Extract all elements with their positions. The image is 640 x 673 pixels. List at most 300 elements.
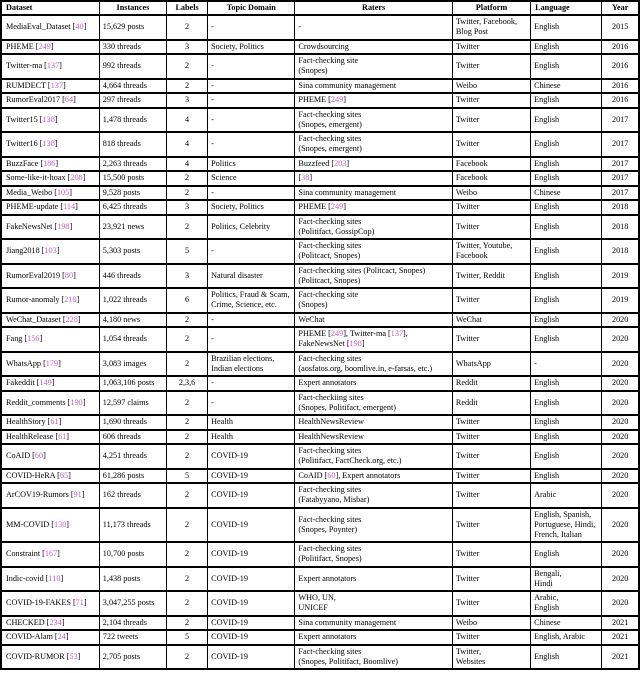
cell-dataset: Fang [156] [1,327,99,352]
cell-raters: HealthNewsReview [295,430,452,445]
cell-instances: 330 threads [99,40,166,55]
cell-raters: WHO, UN, UNICEF [295,591,452,616]
cell-year: 2021 [602,630,639,645]
cell-instances: 4,180 news [99,313,166,328]
cell-raters: HealthNewsReview [295,415,452,430]
cell-topic: COVID-19 [208,444,295,469]
citation-link[interactable]: 137 [46,61,60,70]
cell-platform: Twitter, Reddit [452,264,530,289]
cell-labels: 2,3,6 [167,376,208,391]
citation-link[interactable]: 105 [56,187,70,197]
cell-dataset: COVID-HeRA [65] [1,469,99,484]
citation-link[interactable]: 53 [69,651,78,661]
cell-topic: COVID-19 [208,508,295,543]
cell-language: English [531,132,602,157]
citation-link[interactable]: 65 [59,470,69,480]
citation-link[interactable]: 228 [65,314,78,324]
cell-dataset: PHEME-update [114] [1,200,99,215]
column-header-instances: Instances [99,1,166,15]
cell-year: 2016 [602,54,639,79]
cell-raters: PHEME [249] [295,200,452,215]
table-row [1,567,639,592]
citation-link[interactable]: 156 [27,334,40,343]
citation-link[interactable]: 198 [57,221,70,231]
cell-platform: Weibo [452,79,530,94]
cell-instances: 11,173 threads [99,508,166,543]
cell-dataset: Reddit_comments [190] [1,391,99,416]
cell-platform: Twitter [452,415,530,430]
cell-year: 2015 [602,15,639,40]
table-row [1,215,639,240]
cell-raters: PHEME [249] [295,93,452,108]
cell-labels: 2 [167,327,208,352]
cell-year: 2017 [602,157,639,172]
cell-raters: Fact-checking sites (Politcact, Snopes) (Politcact, Snopes) [295,264,452,289]
cell-language: English [531,108,602,133]
citation-link[interactable]: 110 [48,573,61,583]
cell-instances: 2,705 posts [99,645,166,670]
cell-raters: Fact-checking sites (Snopes, emergent) [295,108,452,133]
cell-topic: Health [208,415,295,430]
cell-year: 2018 [602,239,639,264]
table-row [1,200,639,215]
cell-platform: Weibo [452,186,530,201]
cell-platform: Twitter [452,591,530,616]
cell-platform: Twitter [452,444,530,469]
cell-instances: 1,690 threads [99,415,166,430]
cell-language: English [531,54,602,79]
cell-year: 2020 [602,415,639,430]
cell-platform: Twitter [452,54,530,79]
cell-topic: Natural disaster [208,264,295,289]
cell-topic: Politics, Fraud & Scam, Crime, Science, etc. [208,288,295,313]
cell-dataset: COVID-19-FAKES [71] [1,591,99,616]
cell-platform: Twitter [452,40,530,55]
cell-dataset: CHECKED [234] [1,616,99,631]
cell-language: English [531,327,602,352]
cell-language: Chinese [531,79,602,94]
table-row [1,93,639,108]
cell-labels: 2 [167,79,208,94]
cell-language: English [531,542,602,567]
cell-year: 2016 [602,79,639,94]
citation-link[interactable]: 198 [349,339,362,348]
cell-topic: - [208,93,295,108]
cell-dataset: MediaEval_Dataset [40] [1,15,99,40]
table-body [1,15,639,669]
cell-labels: 2 [167,444,208,469]
cell-platform: Weibo [452,616,530,631]
cell-platform: Twitter [452,327,530,352]
table-row [1,469,639,484]
table-row [1,327,639,352]
cell-language: English [531,645,602,670]
table-row [1,264,639,289]
column-header-language: Language [531,1,602,15]
cell-dataset: Twitter-ma [137] [1,54,99,79]
cell-language: English [531,215,602,240]
cell-dataset: ArCOV19-Rumors [91] [1,483,99,508]
citation-link[interactable]: 167 [44,549,58,558]
citation-link[interactable]: 179 [45,358,59,368]
citation-link[interactable]: 249 [330,329,344,338]
cell-topic: - [208,239,295,264]
cell-language: - [531,352,602,377]
table-row [1,630,639,645]
cell-topic: COVID-19 [208,542,295,567]
cell-raters: Fact-checking sites (Snopes, emergent) [295,132,452,157]
cell-language: English [531,313,602,328]
cell-year: 2017 [602,132,639,157]
cell-language: English [531,444,602,469]
cell-labels: 3 [167,200,208,215]
citation-link[interactable]: 234 [49,617,62,627]
cell-year: 2020 [602,444,639,469]
cell-labels: 4 [167,108,208,133]
cell-language: Bengali, Hindi [531,567,602,592]
table-row [1,108,639,133]
cell-topic: - [208,79,295,94]
cell-instances: 4,251 threads [99,444,166,469]
cell-labels: 4 [167,132,208,157]
table-row [1,239,639,264]
cell-raters: Sina community management [295,616,452,631]
cell-dataset: HealthRelease [61] [1,430,99,445]
cell-year: 2017 [602,171,639,186]
cell-year: 2021 [602,645,639,670]
cell-year: 2019 [602,288,639,313]
cell-instances: 818 threads [99,132,166,157]
cell-dataset: HealthStory [61] [1,415,99,430]
cell-dataset: Twitter15 [138] [1,108,99,133]
cell-topic: - [208,327,295,352]
cell-labels: 2 [167,15,208,40]
cell-platform: Facebook [452,171,530,186]
cell-topic: COVID-19 [208,645,295,670]
citation-link[interactable]: 64 [64,95,74,104]
cell-year: 2020 [602,508,639,543]
citation-link[interactable]: 208 [70,173,83,182]
cell-topic: COVID-19 [208,616,295,631]
table-row [1,352,639,377]
cell-year: 2020 [602,430,639,445]
cell-language: English [531,239,602,264]
cell-raters: Fact-checking sites (Politifact, GossipCop) [295,215,452,240]
cell-language: Arabic [531,483,602,508]
cell-topic: Brazilian elections, Indian elections [208,352,295,377]
cell-language: English [531,288,602,313]
cell-topic: - [208,108,295,133]
column-header-year: Year [602,1,639,15]
cell-labels: 2 [167,430,208,445]
cell-topic: Society, Politics [208,40,295,55]
cell-instances: 1,478 threads [99,108,166,133]
cell-topic: - [208,132,295,157]
cell-instances: 606 threads [99,430,166,445]
cell-topic: COVID-19 [208,630,295,645]
cell-labels: 2 [167,186,208,201]
cell-year: 2021 [602,616,639,631]
cell-dataset: Some-like-it-hoax [208] [1,171,99,186]
citation-link[interactable]: 190 [70,397,83,407]
cell-language: English [531,200,602,215]
table-row [1,171,639,186]
cell-platform: Twitter [452,567,530,592]
cell-instances: 1,438 posts [99,567,166,592]
cell-platform: Twitter [452,542,530,567]
citation-link[interactable]: 38 [301,173,310,182]
citation-link[interactable]: 249 [330,202,344,211]
cell-year: 2020 [602,483,639,508]
cell-labels: 2 [167,54,208,79]
citation-link[interactable]: 103 [44,246,57,255]
cell-dataset: CoAID [60] [1,444,99,469]
cell-instances: 12,597 claims [99,391,166,416]
cell-language: English [531,157,602,172]
cell-platform: Twitter, Facebook, Blog Post [452,15,530,40]
cell-labels: 2 [167,567,208,592]
citation-link[interactable]: 138 [42,139,55,148]
cell-topic: Society, Politics [208,200,295,215]
cell-platform: WhatsApp [452,352,530,377]
cell-raters: Buzzfeed [203] [295,157,452,172]
cell-raters: Fact-checking sites (Politifact, FactCheck.org, etc.) [295,444,452,469]
cell-year: 2020 [602,313,639,328]
cell-instances: 162 threads [99,483,166,508]
cell-labels: 2 [167,415,208,430]
cell-year: 2018 [602,200,639,215]
cell-year: 2020 [602,391,639,416]
table-row [1,591,639,616]
cell-instances: 3,083 images [99,352,166,377]
cell-platform: Reddit [452,391,530,416]
table-row [1,54,639,79]
table-row [1,79,639,94]
cell-language: English [531,376,602,391]
cell-labels: 3 [167,40,208,55]
cell-raters: Sina community management [295,186,452,201]
citation-link[interactable]: 249 [330,95,344,104]
table-row [1,288,639,313]
cell-platform: Twitter [452,288,530,313]
cell-language: English [531,264,602,289]
citation-link[interactable]: 60 [327,470,336,480]
table-row [1,483,639,508]
cell-dataset: FakeNewsNet [198] [1,215,99,240]
cell-topic: - [208,391,295,416]
cell-platform: Twitter [452,108,530,133]
cell-labels: 5 [167,630,208,645]
cell-labels: 2 [167,591,208,616]
citation-link[interactable]: 60 [34,451,44,460]
table-row [1,430,639,445]
cell-year: 2016 [602,40,639,55]
cell-platform: Twitter [452,93,530,108]
cell-labels: 2 [167,171,208,186]
cell-raters: - [295,15,452,40]
citation-link[interactable]: 40 [75,22,84,31]
table-row [1,444,639,469]
cell-language: English [531,415,602,430]
cell-raters: Fact-checking sites (Politcact, Snopes) [295,239,452,264]
cell-language: English [531,171,602,186]
cell-raters: Fact-checking sites (aosfatos.org, boomlive.in, e-farsas, etc.) [295,352,452,377]
cell-dataset: BuzzFace [186] [1,157,99,172]
cell-language: Arabic, English [531,591,602,616]
cell-instances: 2,104 threads [99,616,166,631]
cell-dataset: Media_Weibo [105] [1,186,99,201]
citation-link[interactable]: 137 [390,329,404,338]
citation-link[interactable]: 61 [58,431,67,441]
table-row [1,157,639,172]
cell-labels: 2 [167,313,208,328]
table-row [1,391,639,416]
table-header [1,1,639,15]
citation-link[interactable]: 71 [75,598,84,607]
citation-link[interactable]: 210 [64,295,77,304]
cell-raters: Fact-checking sites (Snopes, Politifact, Boomlive) [295,645,452,670]
cell-raters: Fact-checking sites (Snopes, Poynter) [295,508,452,543]
table-row [1,376,639,391]
cell-instances: 1,054 threads [99,327,166,352]
cell-raters: Fact-checkiing sites (Snopes, Politifact, emergent) [295,391,452,416]
citation-link[interactable]: 149 [39,378,52,387]
table-row [1,508,639,543]
cell-labels: 3 [167,264,208,289]
cell-dataset: Twitter16 [138] [1,132,99,157]
cell-instances: 61,286 posts [99,469,166,484]
cell-topic: Science [208,171,295,186]
cell-raters: CoAID [60], Expert annotators [295,469,452,484]
cell-dataset: COVID-Alam [24] [1,630,99,645]
cell-raters: Expert annotators [295,630,452,645]
cell-labels: 2 [167,508,208,543]
table-row [1,542,639,567]
table-header-row [1,1,639,15]
cell-instances: 6,425 threads [99,200,166,215]
cell-instances: 15,629 posts [99,15,166,40]
cell-raters: WeChat [295,313,452,328]
cell-dataset: PHEME [249] [1,40,99,55]
cell-platform: Twitter [452,630,530,645]
cell-dataset: RumorEval2019 [80] [1,264,99,289]
cell-language: Chinese [531,616,602,631]
cell-language: English [531,15,602,40]
column-header-topic: Topic Domain [208,1,295,15]
cell-instances: 297 threads [99,93,166,108]
cell-platform: Twitter, Youtube, Facebook [452,239,530,264]
column-header-dataset: Dataset [1,1,99,15]
cell-dataset: Constraint [167] [1,542,99,567]
cell-raters: Expert annotators [295,376,452,391]
cell-language: English [531,430,602,445]
cell-topic: - [208,54,295,79]
cell-dataset: WeChat_Dataset [228] [1,313,99,328]
cell-year: 2017 [602,108,639,133]
citation-link[interactable]: 249 [38,41,51,51]
cell-labels: 3 [167,93,208,108]
citation-link[interactable]: 80 [64,270,74,280]
table-row [1,132,639,157]
cell-topic: Politics, Celebrity [208,215,295,240]
citation-link[interactable]: 138 [42,114,55,124]
citation-link[interactable]: 91 [73,490,82,499]
cell-instances: 4,664 threads [99,79,166,94]
cell-dataset: Jiang2018 [103] [1,239,99,264]
citation-link[interactable]: 186 [43,158,56,168]
cell-year: 2020 [602,591,639,616]
cell-raters: Crowdsourcing [295,40,452,55]
cell-language: English [531,391,602,416]
cell-topic: Health [208,430,295,445]
cell-dataset: RumorEval2017 [64] [1,93,99,108]
citation-link[interactable]: 114 [63,202,76,211]
cell-instances: 992 threads [99,54,166,79]
cell-instances: 10,700 posts [99,542,166,567]
cell-platform: Facebook [452,157,530,172]
citation-link[interactable]: 61 [50,417,59,426]
cell-instances: 1,063,106 posts [99,376,166,391]
citation-link[interactable]: 203 [334,158,347,168]
column-header-platform: Platform [452,1,530,15]
cell-dataset: RUMDECT [137] [1,79,99,94]
cell-labels: 2 [167,215,208,240]
cell-dataset: COVID-RUMOR [53] [1,645,99,670]
cell-topic: Politics [208,157,295,172]
table-row [1,415,639,430]
cell-year: 2020 [602,376,639,391]
citation-link[interactable]: 137 [50,80,63,90]
cell-topic: - [208,313,295,328]
cell-year: 2020 [602,567,639,592]
cell-raters: Expert annotators [295,567,452,592]
cell-labels: 4 [167,157,208,172]
cell-language: English [531,40,602,55]
cell-instances: 2,263 threads [99,157,166,172]
cell-platform: Twitter [452,483,530,508]
cell-raters: Fact-checking sites (Politifact, Snopes) [295,542,452,567]
cell-instances: 23,921 news [99,215,166,240]
cell-instances: 1,022 threads [99,288,166,313]
citation-link[interactable]: 24 [57,632,66,641]
cell-instances: 446 threads [99,264,166,289]
cell-labels: 5 [167,239,208,264]
cell-platform: Twitter [452,200,530,215]
cell-platform: Twitter [452,430,530,445]
cell-labels: 2 [167,542,208,567]
column-header-raters: Raters [295,1,452,15]
column-header-labels: Labels [167,1,208,15]
table-row [1,616,639,631]
cell-topic: - [208,15,295,40]
cell-dataset: WhatsApp [179] [1,352,99,377]
cell-instances: 15,500 posts [99,171,166,186]
cell-instances: 9,528 posts [99,186,166,201]
cell-dataset: Fakeddit [149] [1,376,99,391]
cell-language: English, Spanish, Portuguese, Hindi, French, Italian [531,508,602,543]
cell-dataset: MM-COVID [130] [1,508,99,543]
cell-platform: Twitter [452,215,530,240]
cell-platform: WeChat [452,313,530,328]
cell-topic: COVID-19 [208,567,295,592]
cell-language: English [531,469,602,484]
cell-platform: Twitter [452,469,530,484]
cell-dataset: Rumor-anomaly [210] [1,288,99,313]
table-row [1,645,639,670]
citation-link[interactable]: 130 [54,519,67,529]
cell-labels: 5 [167,469,208,484]
table-row [1,186,639,201]
